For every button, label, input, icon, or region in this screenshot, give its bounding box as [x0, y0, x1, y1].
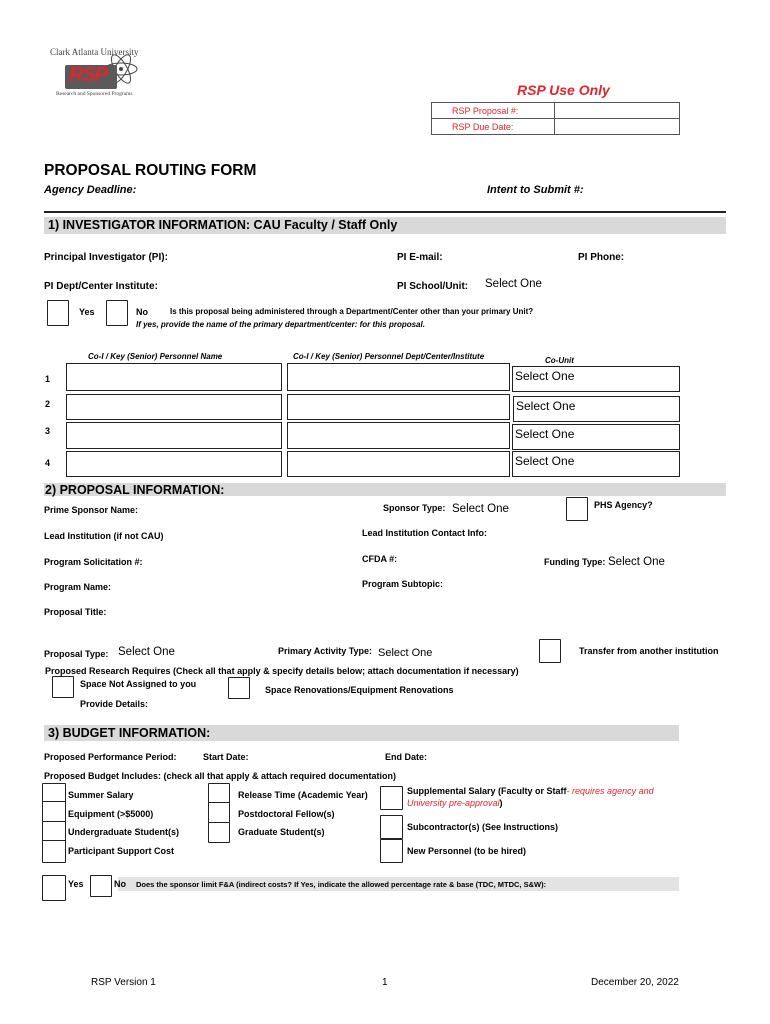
- admin-no-checkbox[interactable]: [106, 300, 128, 326]
- supplemental-salary-text: Supplemental Salary (Faculty or Staff: [407, 786, 567, 796]
- rsp-due-field[interactable]: [555, 119, 680, 135]
- personnel-name-field[interactable]: [66, 422, 282, 449]
- new-personnel-checkbox[interactable]: [380, 839, 403, 863]
- logo: [45, 44, 145, 104]
- logo-program-name: Research and Sponsored Programs: [56, 91, 133, 97]
- space-renovations-checkbox[interactable]: [228, 677, 250, 699]
- row-number: 2: [45, 399, 51, 409]
- intent-to-submit-label: Intent to Submit #:: [487, 184, 584, 196]
- fa-question: Does the sponsor limit F&A (indirect costs? If Yes, indicate the allowed percentage rate & base (TDC, MTDC, S&W):: [136, 880, 547, 889]
- prime-sponsor-label: Prime Sponsor Name:: [44, 505, 139, 515]
- primary-activity-select[interactable]: Select One: [378, 647, 433, 659]
- equipment-label: Equipment (>$5000): [68, 809, 154, 819]
- col-co-unit: Co-Unit: [545, 356, 574, 365]
- admin-no-label: No: [136, 307, 148, 317]
- space-renovations-label: Space Renovations/Equipment Renovations: [265, 685, 454, 695]
- pi-school-select[interactable]: Select One: [485, 278, 542, 290]
- rsp-due-label: RSP Due Date:: [432, 119, 555, 135]
- fa-yes-checkbox[interactable]: [42, 875, 66, 901]
- admin-question-note: If yes, provide the name of the primary department/center: for this proposal.: [136, 320, 425, 329]
- sponsor-type-label: Sponsor Type:: [383, 503, 446, 513]
- space-not-assigned-checkbox[interactable]: [52, 676, 74, 698]
- agency-deadline-label: Agency Deadline:: [44, 184, 137, 196]
- form-title: PROPOSAL ROUTING FORM: [44, 162, 257, 179]
- lead-institution-label: Lead Institution (if not CAU): [44, 531, 164, 541]
- rsp-use-table: [431, 102, 680, 135]
- co-unit-select[interactable]: Select One: [513, 396, 680, 422]
- undergrad-label: Undergraduate Student(s): [68, 827, 180, 837]
- grad-student-checkbox[interactable]: [208, 822, 230, 843]
- budget-includes-label: Proposed Budget Includes: (check all that apply & attach required documentation): [44, 771, 397, 781]
- pi-email-label: PI E-mail:: [397, 252, 443, 263]
- personnel-dept-field[interactable]: [287, 394, 510, 420]
- equipment-checkbox[interactable]: [42, 801, 66, 822]
- fa-yes-label: Yes: [68, 879, 84, 889]
- transfer-label: Transfer from another institution: [579, 646, 719, 656]
- personnel-dept-field[interactable]: [287, 363, 510, 391]
- pi-label: Principal Investigator (PI):: [44, 252, 168, 263]
- subcontractor-label: Subcontractor(s) (See Instructions): [407, 822, 559, 832]
- sponsor-type-select[interactable]: Select One: [452, 503, 509, 515]
- proposal-title-label: Proposal Title:: [44, 607, 107, 617]
- logo-acronym: RSP: [69, 64, 108, 86]
- logo-university-name: Clark Atlanta University: [50, 47, 139, 57]
- provide-details-label: Provide Details:: [80, 699, 149, 709]
- row-number: 4: [45, 458, 51, 468]
- start-date-label: Start Date:: [203, 752, 249, 762]
- admin-question: Is this proposal being administered through a Department/Center other than your primary Unit?: [170, 307, 534, 316]
- funding-type-label: Funding Type:: [544, 557, 606, 567]
- participant-support-label: Participant Support Cost: [68, 846, 175, 856]
- supplemental-salary-note: - requires agency and: [566, 786, 654, 796]
- footer-date: December 20, 2022: [591, 977, 679, 988]
- supplemental-salary-approval: University pre-approval: [407, 798, 500, 808]
- supplemental-salary-checkbox[interactable]: [380, 786, 403, 810]
- primary-activity-label: Primary Activity Type:: [278, 646, 373, 656]
- row-number: 1: [45, 374, 51, 384]
- row-number: 3: [45, 426, 51, 436]
- proposal-type-select[interactable]: Select One: [118, 646, 175, 658]
- footer-page-number: 1: [382, 977, 388, 988]
- cfda-label: CFDA #:: [362, 554, 398, 564]
- solicitation-label: Program Solicitation #:: [44, 557, 143, 567]
- undergrad-checkbox[interactable]: [42, 821, 66, 842]
- section2-title: 2) PROPOSAL INFORMATION:: [45, 483, 225, 497]
- new-personnel-label: New Personnel (to be hired): [407, 846, 527, 856]
- fa-no-checkbox[interactable]: [90, 875, 112, 897]
- participant-support-checkbox[interactable]: [42, 840, 66, 863]
- phs-agency-label: PHS Agency?: [594, 500, 653, 510]
- rsp-proposal-label: RSP Proposal #:: [432, 103, 555, 119]
- release-time-label: Release Time (Academic Year): [238, 790, 368, 800]
- personnel-dept-field[interactable]: [287, 451, 510, 477]
- rsp-use-title: RSP Use Only: [517, 82, 610, 98]
- phs-agency-checkbox[interactable]: [566, 497, 588, 521]
- supplemental-salary-paren: ): [499, 798, 503, 808]
- program-subtopic-label: Program Subtopic:: [362, 579, 444, 589]
- fa-no-label: No: [114, 879, 126, 889]
- personnel-name-field[interactable]: [66, 363, 282, 391]
- lead-contact-label: Lead Institution Contact Info:: [362, 528, 487, 538]
- col-personnel-dept: Co-I / Key (Senior) Personnel Dept/Center/Institute: [293, 352, 485, 361]
- admin-yes-checkbox[interactable]: [47, 300, 69, 326]
- pi-school-label: PI School/Unit:: [397, 281, 469, 292]
- section1-title: 1) INVESTIGATOR INFORMATION: CAU Faculty / Staff Only: [48, 218, 398, 232]
- personnel-dept-field[interactable]: [287, 422, 510, 449]
- section-divider: [44, 211, 726, 213]
- space-not-assigned-label: Space Not Assigned to you: [80, 679, 197, 689]
- personnel-name-field[interactable]: [66, 394, 282, 420]
- transfer-checkbox[interactable]: [539, 639, 561, 663]
- admin-yes-label: Yes: [79, 307, 95, 317]
- co-unit-select[interactable]: Select One: [512, 451, 680, 477]
- co-unit-select[interactable]: Select One: [512, 424, 680, 450]
- section3-title: 3) BUDGET INFORMATION:: [48, 726, 211, 740]
- subcontractor-checkbox[interactable]: [380, 815, 403, 839]
- pi-dept-label: PI Dept/Center Institute:: [44, 281, 158, 292]
- supplemental-salary-label: [407, 785, 654, 809]
- funding-type-select[interactable]: Select One: [608, 556, 665, 568]
- proposal-type-label: Proposal Type:: [44, 649, 109, 659]
- rsp-proposal-field[interactable]: [555, 103, 680, 119]
- research-requires-label: Proposed Research Requires (Check all that apply & specify details below; attach documentation if necessary): [45, 666, 519, 676]
- co-unit-select[interactable]: Select One: [512, 366, 680, 392]
- postdoc-label: Postdoctoral Fellow(s): [238, 809, 335, 819]
- pi-phone-label: PI Phone:: [578, 252, 625, 263]
- program-name-label: Program Name:: [44, 582, 112, 592]
- summer-salary-label: Summer Salary: [68, 790, 134, 800]
- footer-version: RSP Version 1: [91, 977, 156, 988]
- postdoc-checkbox[interactable]: [208, 802, 230, 823]
- personnel-name-field[interactable]: [66, 451, 282, 477]
- grad-student-label: Graduate Student(s): [238, 827, 325, 837]
- end-date-label: End Date:: [385, 752, 428, 762]
- performance-period-label: Proposed Performance Period:: [44, 752, 177, 762]
- col-personnel-name: Co-I / Key (Senior) Personnel Name: [88, 352, 223, 361]
- release-time-checkbox[interactable]: [208, 783, 230, 804]
